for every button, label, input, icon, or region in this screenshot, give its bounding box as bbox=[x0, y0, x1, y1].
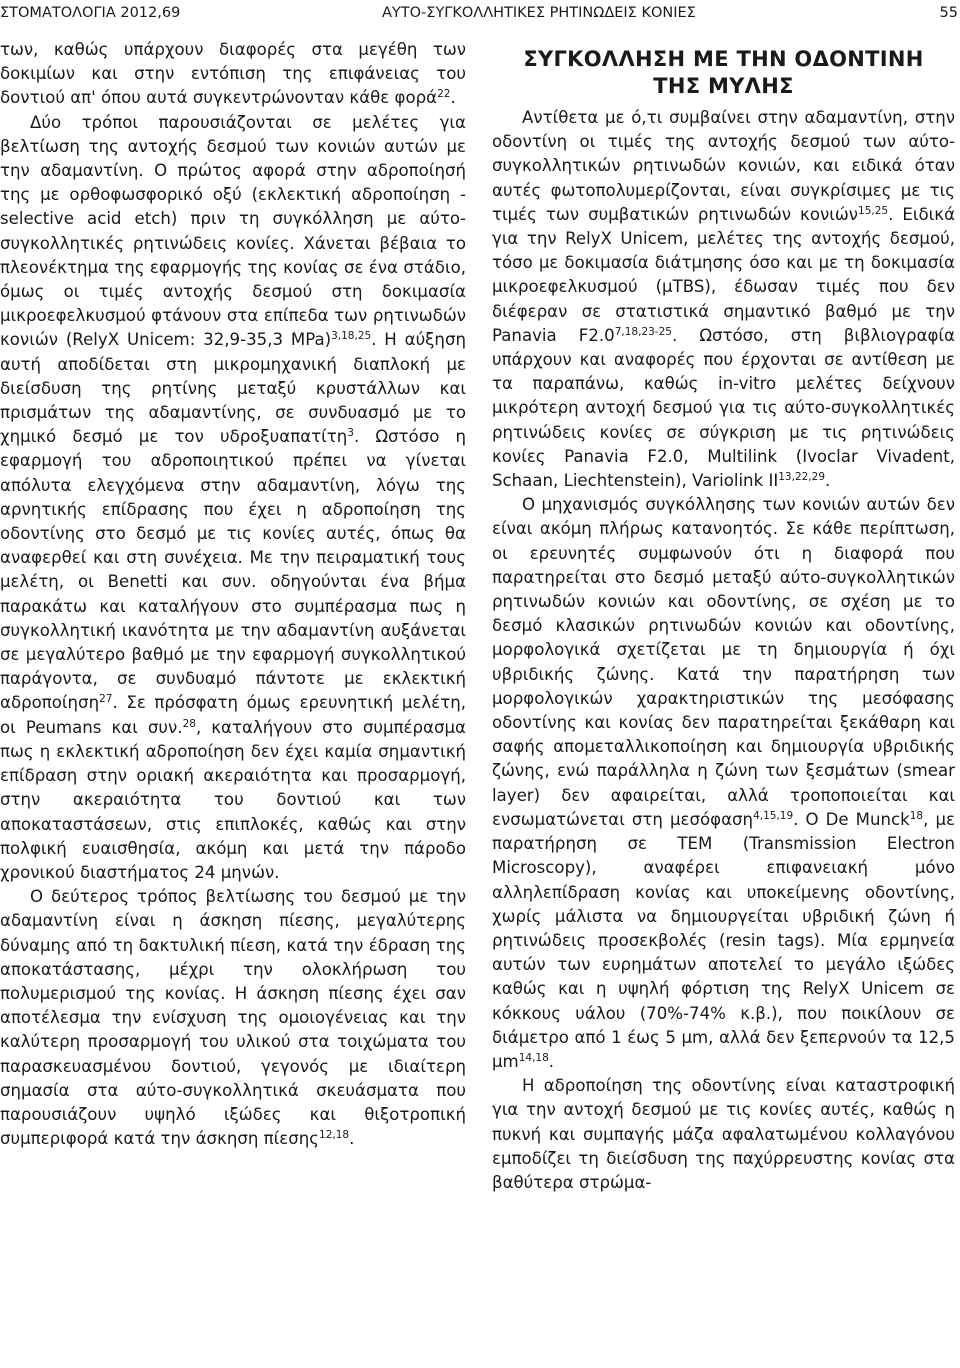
citation: 3,18,25 bbox=[331, 330, 372, 343]
citation: 14,18 bbox=[518, 1051, 549, 1064]
citation: 18 bbox=[909, 809, 924, 822]
citation: 15,25 bbox=[858, 204, 889, 217]
citation: 22 bbox=[437, 88, 451, 101]
paragraph: Δύο τρόποι παρουσιάζονται σε μελέτες για βελτίωση της αντοχής δεσμού των κονιών αυτών με την αδαμαντίνη. Ο πρώτος αφορά στην αδροποίησή της με ορθοφωσφορικό οξύ (εκλεκτική αδροποίηση - selective acid etch) πριν τη συγκόλληση με αύτο-συγκολλητικές ρητινώδεις κονίες. Χάνεται βέβαια το πλεονέκτημα της εφαρμογής της κονίας σε ένα στάδιο, όμως οι τιμές αντοχής δεσμού στη δοκιμασία μικροεφελκυσμού φτάνουν στα επίπεδα των ρητινωδών κονιών (RelyX Unicem: 32,9-35,3 MPa)$^{3,18,25}$. Η αύξηση αυτή αποδίδεται στη μικρομηχανική διαπλοκή με διείσδυση της ρητίνης μεταξύ κρυστάλλων και πρισμάτων της αδαμαντίνης, σε συνδυασμό με το χημικό δεσμό με τον υδροξυαπατίτη$^3$. Ωστόσο η εφαρμογή του αδροποιητικού πρέπει να γίνεται απόλυτα ελεγχόμενα στην αδαμαντίνη, λόγω της αρνητικής επίδρασης που έχει η αδροποίηση της οδοντίνης στο δεσμό με τις κονίες αυτές, όπως θα αναφερθεί και στη συνέχεια. Με την πειραματική τους μελέτη, οι Benetti και συν. οδηγούνται ένα βήμα παρακάτω και καταλήγουν στο συμπέρασμα πως η συγκολλητική ικανότητα με την αδαμαντίνη αυξάνεται σε μεγαλύτερο βαθμό με την εφαρμογή συγκολλητικού παράγοντα, σε συνδυαμό πάντοτε με εκλεκτική αδροποίηση$^{27}$. Σε πρόσφατη όμως ερευνητική μελέτη, οι Peumans και συν.$^{28}$, καταλήγουν στο συμπέρασμα πως η εκλεκτική αδροποίηση δεν έχει καμία σημαντική επίδραση στην οριακή ακεραιότητα και προσαρμογή, στην ακεραιότητα του δοντιού και των αποκαταστάσεων, στις επιπλοκές, καθώς και στην πολφική ευαισθησία, ακόμη και μετά την πάροδο χρονικού διαστήματος 24 μηνών. bbox=[0, 112, 466, 882]
citation: 27 bbox=[99, 693, 113, 706]
section-heading: ΣΥΓΚΟΛΛΗΣΗ ΜΕ ΤΗΝ ΟΔΟΝΤΙΝΗ ΤΗΣ ΜΥΛΗΣ bbox=[523, 47, 924, 98]
article-topic: ΑΥΤΟ-ΣΥΓΚΟΛΛΗΤΙΚΕΣ ΡΗΤΙΝΩΔΕΙΣ ΚΟΝΙΕΣ bbox=[382, 5, 696, 21]
paragraph: Η αδροποίηση της οδοντίνης είναι καταστροφική για την αντοχή δεσμού με τις κονίες αυτές, καθώς η πυκνή και συμπαγής μάζα αφαλατωμένου κολλαγόνου εμποδίζει τη διείσδυση της παχύρρευστης κονίας στα βαθύτερα στρώμα- bbox=[492, 1076, 955, 1192]
left-column bbox=[0, 38, 466, 1151]
running-header bbox=[0, 0, 960, 26]
paragraph: των, καθώς υπάρχουν διαφορές στα μεγέθη των δοκιμίων και στην εντόπιση της επιφάνειας του δοντιού απ' όπου αυτά συγκεντρώνονταν κάθε φορά$^{22}$. bbox=[0, 40, 466, 108]
paragraph: Ο μηχανισμός συγκόλλησης των κονιών αυτών δεν είναι ακόμη πλήρως κατανοητός. Σε κάθε περίπτωση, οι ερευνητές συμφωνούν ότι η διαφορά που παρατηρείται στο δεσμό μεταξύ αύτο-συγκολλητικών ρητινωδών κονιών και οδοντίνης, σε σχέση με το δεσμό κλασικών ρητινωδών κονιών και οδοντίνης, μορφολογικά σχετίζεται με τη δημιουργία ή όχι υβριδικής ζώνης. Κατά την παρατήρηση των μορφολογικών χαρακτηριστικών της μεσόφασης οδοντίνης και κονίας δεν παρατηρείται ξεκάθαρη και σαφής απομεταλλικοποίηση και δημιουργία υβριδικής ζώνης, ενώ παράλληλα η ζώνη των ξεσμάτων (smear layer) δεν αφαιρείται, αλλά τροποποιείται και ενσωματώνεται στη μεσόφαση$^{4,15,19}$. Ο De Munck$^{18}$, με παρατήρηση σε TEM (Transmission Electron Microscopy), αναφέρει επιφανειακή μόνο αλληλεπίδραση κονίας και υποκείμενης οδοντίνης, χωρίς μάλιστα να δημιουργείται υβριδική ζώνη ή ρητινώδεις προσεκβολές (resin tags). Μία ερμηνεία αυτών των ευρημάτων αποτελεί το μεγάλο ιξώδες καθώς και η υψηλή φόρτιση της RelyX Unicem σε κόκκους υάλου (70%-74% κ.β.), που ποικίλουν σε διάμετρο από 1 έως 5 μm, αλλά δεν ξεπερνούν τα 12,5 μm$^{14,18}$. bbox=[492, 495, 955, 1071]
citation: 4,15,19 bbox=[753, 809, 794, 822]
citation: 3 bbox=[347, 427, 354, 440]
citation: 13,22,29 bbox=[778, 471, 826, 484]
paragraph: Ο δεύτερος τρόπος βελτίωσης του δεσμού με την αδαμαντίνη είναι η άσκηση πίεσης, μεγαλύτερης δύναμης από τη δακτυλική πίεση, κατά την έδραση της αποκατάστασης, μέχρι την ολοκλήρωση του πολυμερισμού της κονίας. Η άσκηση πίεσης έχει σαν αποτέλεσμα την ενίσχυση της ομοιογένειας και την καλύτερη προσαρμογή του υλικού στα τοιχώματα του παρασκευασμένου δοντιού, γεγονός με ιδιαίτερη σημασία στα αύτο-συγκολλητικά σκευάσματα που παρουσιάζουν υψηλό ιξώδες και θιξοτροπική συμπεριφορά κατά την άσκηση πίεσης$^{12,18}$. bbox=[0, 887, 466, 1149]
citation: 28 bbox=[182, 717, 196, 730]
citation: 7,18,23-25 bbox=[614, 325, 672, 338]
journal-title: ΣΤΟΜΑΤΟΛΟΓΙΑ 2012,69 bbox=[0, 5, 181, 21]
right-column bbox=[492, 46, 955, 1195]
page-number: 55 bbox=[939, 5, 958, 21]
paragraph: Αντίθετα με ό,τι συμβαίνει στην αδαμαντίνη, στην οδοντίνη οι τιμές της αντοχής δεσμού των αύτο-συγκολλητικών ρητινωδών κονιών, και ειδικά όταν αυτές φωτοπολυμερίζονται, είναι συγκρίσιμες με τις τιμές των συμβατικών ρητινωδών κονιών$^{15,25}$. Ειδικά για την RelyX Unicem, μελέτες της αντοχής δεσμού, τόσο με δοκιμασία διάτμησης όσο και με τη δοκιμασία μικροεφελκυσμού (μTBS), έδωσαν τιμές που δεν διέφεραν σε στατιστικά σημαντικό βαθμό με την Panavia F2.0$^{7,18,23-25}$. Ωστόσο, στη βιβλιογραφία υπάρχουν και αναφορές που έρχονται σε αντίθεση με τα παραπάνω, καθώς in-vitro μελέτες δείχνουν μικρότερη αντοχή δεσμού για τις αύτο-συγκολλητικές ρητινώδεις κονίες σε σύγκριση με τις ρητινώδεις κονίες Panavia F2.0, Multilink (Ivoclar Vivadent, Schaan, Liechtenstein), Variolink II$^{13,22,29}$. bbox=[492, 108, 956, 491]
citation: 12,18 bbox=[319, 1129, 350, 1142]
